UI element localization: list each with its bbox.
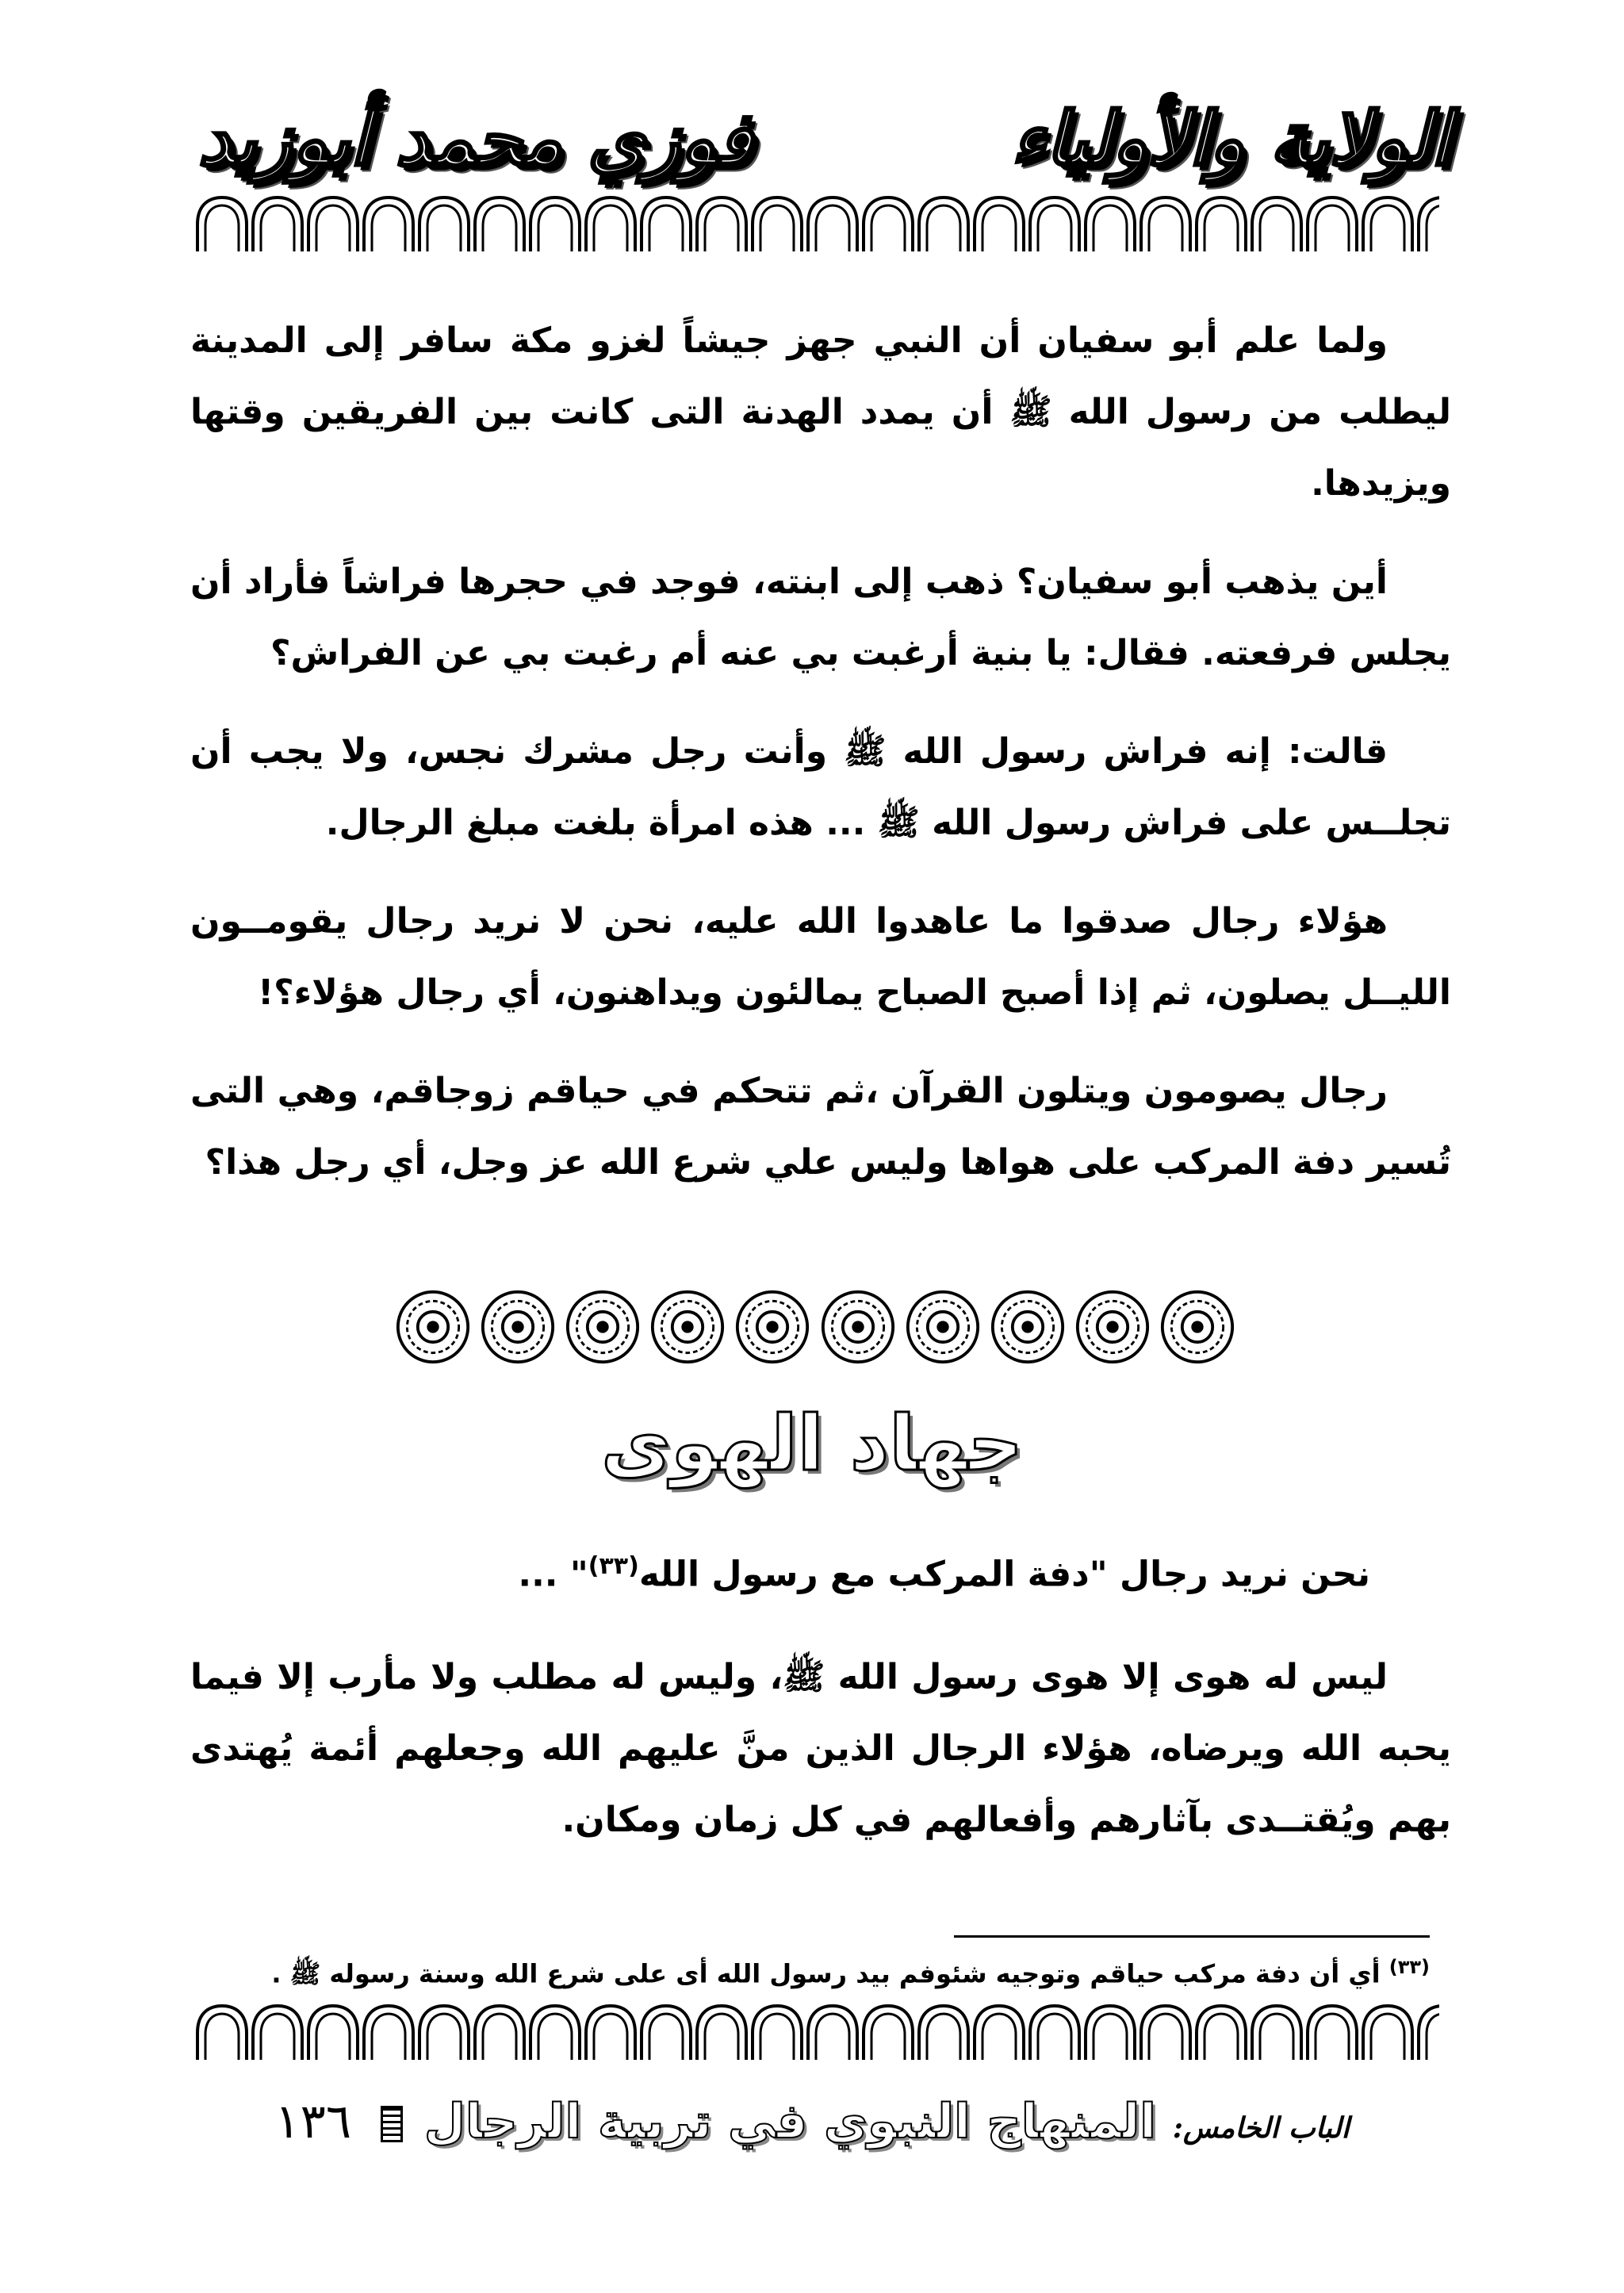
- paragraph: هؤلاء رجال صدقوا ما عاهدوا الله عليه، نحن لا نريد رجال يقومــون الليــل يصلون، ثم إذا أصبح الصباح يمالئون ويداهنون، أي رجال هؤلاء؟!: [190, 901, 1451, 1013]
- bottom-arch-border: [194, 2003, 1439, 2062]
- footnote-text: أي أن دفة مركب حياقم وتوجيه شئوفم بيد رسول الله أى على شرع الله وسنة رسوله ﷺ .: [271, 1958, 1381, 1989]
- footnote: [169, 1947, 1430, 1994]
- paragraph: أين يذهب أبو سفيان؟ ذهب إلى ابنته، فوجد في حجرها فراشاً فأراد أن يجلس فرفعته. فقال: يا بنية أرغبت بي عنه أم رغبت بي عن الفراش؟: [190, 562, 1451, 673]
- ornament-icon: [649, 1289, 726, 1365]
- main-text-block: [190, 305, 1451, 1225]
- chapter-label: الباب الخامس:: [1172, 2111, 1350, 2145]
- section-subtitle: [518, 1531, 1370, 1611]
- page-header: [182, 91, 1451, 186]
- arch-border-graphic: [194, 194, 1439, 254]
- paragraph: ليس له هوى إلا هوى رسول الله ﷺ، وليس له مطلب ولا مأرب إلا فيما يحبه الله ويرضاه، هؤلاء الرجال الذين منَّ عليهم الله وجعلهم أئمة يُهتدى بهم ويُقتــدى بآثارهم وأفعالهم في كل زمان ومكان.: [190, 1657, 1451, 1840]
- subtitle-text: نحن نريد رجال "دفة المركب مع رسول الله: [638, 1554, 1370, 1595]
- second-text-block: [190, 1642, 1451, 1883]
- ornament-separator: [395, 1289, 1235, 1380]
- page-footer: [0, 2082, 1624, 2168]
- ornament-icon: [990, 1289, 1066, 1365]
- header-author: فوزي محمد أبوزيد: [198, 96, 753, 182]
- header-book-title: الولاية والأولياء: [1011, 96, 1451, 182]
- ornament-icon: [905, 1289, 981, 1365]
- paragraph: رجال يصومون ويتلون القرآن ،ثم تتحكم في حياقم زوجاقم، وهي التى تُسير دفة المركب على هواها وليس علي شرع الله عز وجل، أي رجل هذا؟: [190, 1071, 1451, 1183]
- footnote-divider: [954, 1935, 1430, 1938]
- paragraph: ولما علم أبو سفيان أن النبي جهز جيشاً لغزو مكة سافر إلى المدينة ليطلب من رسول الله ﷺ أن يمدد الهدنة التى كانت بين الفريقين وقتها ويزيدها.: [190, 320, 1451, 504]
- footer-book-title: المنهاج النبوي في تربية الرجال: [423, 2094, 1156, 2149]
- paragraph: قالت: إنه فراش رسول الله ﷺ وأنت رجل مشرك نجس، ولا يجب أن تجلــس على فراش رسول الله ﷺ ... هذه امرأة بلغت مبلغ الرجال.: [190, 731, 1451, 843]
- ornament-icon: [395, 1289, 471, 1365]
- ornament-icon: [734, 1289, 810, 1365]
- page-number: ١٣٦: [274, 2094, 352, 2149]
- page-marker-icon: [381, 2106, 403, 2142]
- arch-border-graphic: [194, 2003, 1439, 2062]
- footnote-number: (٣٣): [1388, 1956, 1430, 1978]
- ornament-icon: [820, 1289, 896, 1365]
- section-title: جهاد الهوى: [601, 1399, 1023, 1488]
- ornament-icon: [1159, 1289, 1235, 1365]
- subtitle-end: " ...: [518, 1554, 588, 1595]
- ornament-icon: [565, 1289, 641, 1365]
- top-arch-border: [194, 194, 1439, 254]
- ornament-icon: [1074, 1289, 1151, 1365]
- footnote-ref[interactable]: (٣٣): [588, 1552, 639, 1580]
- ornament-icon: [480, 1289, 556, 1365]
